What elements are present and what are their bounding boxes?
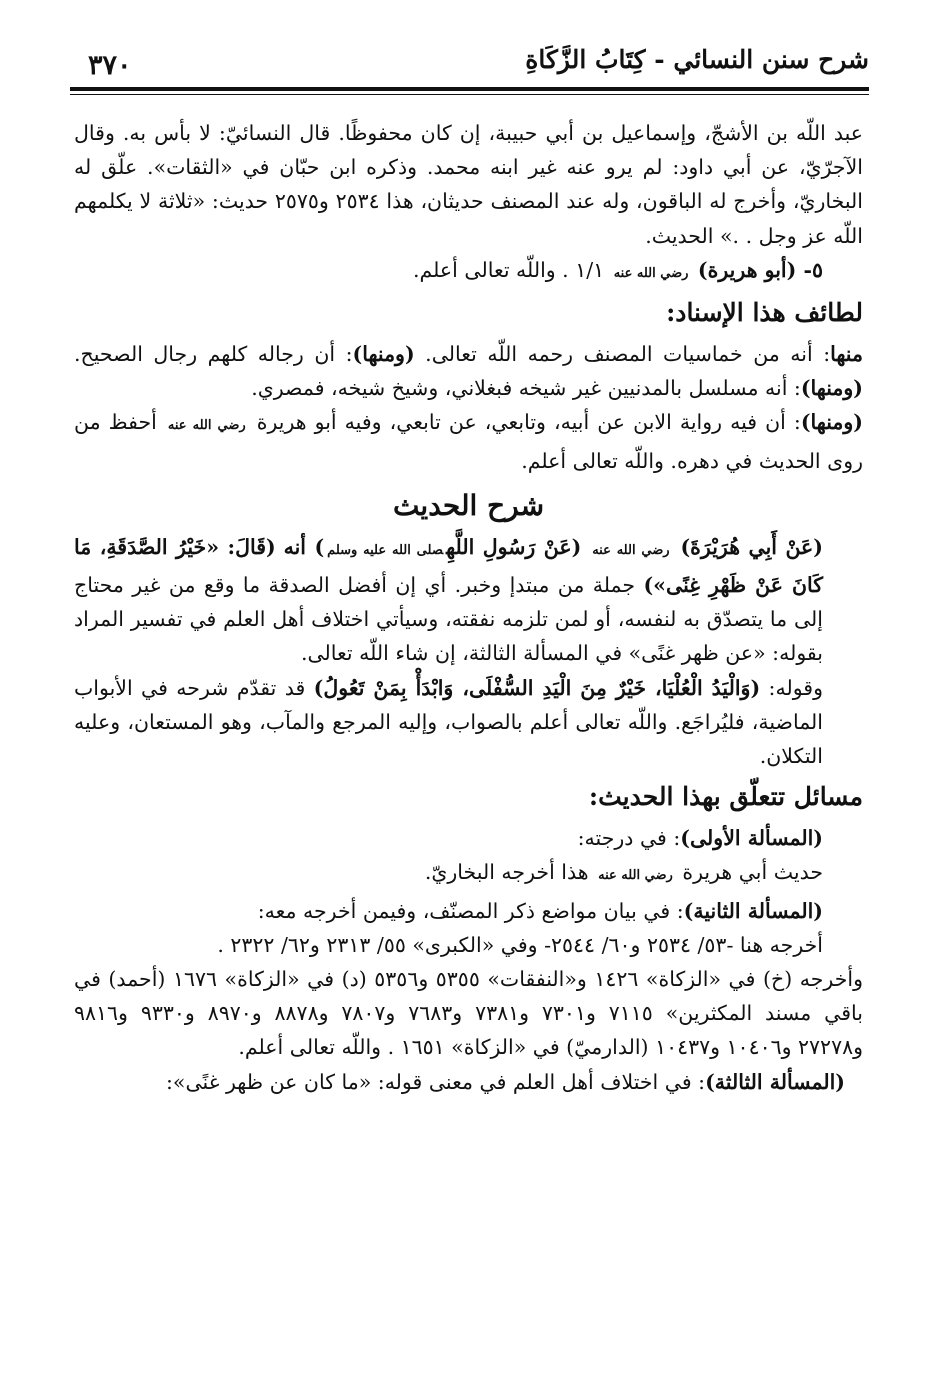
radiy-honorific-icon: رضي الله عنه (592, 542, 670, 558)
narrator-item-5 (74, 253, 863, 291)
lataif-text-1c: : أنه مسلسل بالمدنيين غير شيخه فبغلاني، وشيخ شيخه، فمصري. (251, 376, 801, 401)
header-rule-thick (70, 87, 869, 91)
sharh-explanation-1: جملة من مبتدإ وخبر. أي إن أفضل الصدقة ما وقع من غير محتاج إلى ما يتصدّق به لنفسه، أو لمن تلزمه نفقته، وسيأتي اختلاف أهل العلم في تفسير المراد بقوله: «عن ظهر غنًى» في المسألة الثالثة، إن شاء اللّه تعالى. (74, 573, 823, 666)
masala-3-text: : في اختلاف أهل العلم في معنى قوله: «ما كان عن ظهر غنًى»: (166, 1069, 706, 1094)
masala-2-body-1: أخرجه هنا -٥٣/ ٢٥٣٤ و٦٠/ ٢٥٤٤- وفي «الكبرى» ٥٥/ ٢٣١٣ و٦٢/ ٢٣٢٢ . (217, 932, 823, 957)
salla-honorific-icon: صلى الله عليه وسلم (327, 542, 444, 558)
masala-2-text: : في بيان مواضع ذكر المصنّف، وفيمن أخرجه معه: (257, 898, 684, 923)
masala-3 (74, 1065, 863, 1099)
lataif-paragraph-1 (74, 337, 863, 405)
page-number: ٣٧٠ (88, 50, 132, 81)
lataif-text-1a: : أنه من خماسيات المصنف رحمه اللّه تعالى. (414, 342, 831, 367)
sharh-quote-close: ) أنه (283, 534, 325, 559)
lataif-label-4: (ومنها) (800, 410, 863, 435)
masala-2 (74, 894, 863, 928)
masala-1-body (74, 855, 863, 893)
lataif-text-1b: : أن رجاله كلهم رجال الصحيح. (74, 342, 353, 367)
lataif-paragraph-2 (74, 405, 863, 477)
header-title: شرح سنن النسائي - كِتَابُ الزَّكَاةِ (525, 45, 869, 74)
masala-1-body-b: هذا أخرجه البخاريّ. (424, 860, 589, 885)
radiy-honorific-icon: رضي الله عنه (598, 868, 673, 884)
sharh-quote-rasul: (عَنْ رَسُولِ اللَّهِ (446, 534, 582, 559)
lataif-text-2a: : أن فيه رواية الابن عن أبيه، وتابعي، عن تابعي، وفيه أبو هريرة (256, 410, 801, 435)
sharh-heading: شرح الحديث (392, 488, 545, 522)
narrator-paragraph: عبد اللّه بن الأشجّ، وإسماعيل بن أبي حبيبة، إن كان محفوظًا. قال النسائيّ: لا بأس به. وقال الآجرّيّ، عن أبي داود: لم يرو عنه غير ابنه محمد. وذكره ابن حبّان في «الثقات». علّق له البخاريّ، وأخرج له الباقون، وله عند المصنف حديثان، هذا ٢٥٣٤ و٢٥٧٥ حديث: «ثلاثة لا يكلمهم اللّه عز وجل . .» الحديث. (74, 121, 863, 248)
masala-2-label: (المسألة الثانية) (683, 898, 823, 923)
narrator-item-5-label: ٥- (أبو هريرة) (697, 257, 823, 282)
radiy-honorific-icon: رضي الله عنه (613, 265, 689, 281)
sharh-quote-abu-hurayra: (عَنْ أَبِي هُرَيْرَةَ) (680, 534, 823, 559)
masala-3-label: (المسألة الثالثة) (705, 1069, 845, 1094)
running-header (70, 42, 869, 82)
sharh-waqawluh: وقوله: (768, 675, 823, 700)
lataif-heading: لطائف هذا الإسناد: (666, 298, 863, 328)
masala-1-body-a: حديث أبي هريرة (682, 860, 823, 885)
lataif-label-1: منها (830, 342, 863, 367)
masala-1-text: : في درجته: (577, 826, 681, 851)
lataif-label-2: (ومنها) (352, 342, 415, 367)
sharh-explanation-2: قد تقدّم شرحه في الأبواب الماضية، فليُراجَع. واللّه تعالى أعلم بالصواب، وإليه المرجع والمآب، وهو المستعان، وعليه التكلان. (74, 675, 823, 769)
masail-heading: مسائل تتعلّق بهذا الحديث: (588, 782, 863, 812)
masala-1-label: (المسألة الأولى) (680, 826, 823, 851)
sharh-hadith-yad: (وَالْيَدُ الْعُلْيَا، خَيْرٌ مِنَ الْيَدِ السُّفْلَى، وَابْدَأْ بِمَنْ تَعُولُ) (313, 675, 761, 700)
sharh-paragraph-1 (74, 530, 863, 671)
lataif-text-2b: أحفظ من روى الحديث في دهره. واللّه تعالى أعلم. (74, 410, 863, 473)
masala-2-body-2: وأخرجه (خ) في «الزكاة» ١٤٢٦ و«النفقات» ٥٣٥٥ و٥٣٥٦ (د) في «الزكاة» ١٦٧٦ (أحمد) في باقي مسند المكثرين» ٧١١٥ و٧٣٠١ و٧٣٨١ و٧٦٨٣ و٧٨٠٧ و٨٨٧٨ و٨٩٧٠ و٩٣٣٠ و٩٨١٦ و٢٧٢٧٨ و١٠٤٠٦ و١٠٤٣٧ (الدارميّ) في «الزكاة» ١٦٥١ . واللّه تعالى أعلم. (74, 967, 863, 1060)
masala-1 (74, 821, 863, 855)
sharh-paragraph-2 (74, 671, 863, 774)
header-rule-thin (70, 94, 869, 95)
lataif-label-3: (ومنها) (800, 376, 863, 401)
sharh-hadith-text: (قَالَ: «خَيْرُ الصَّدَقَةِ، مَا كَانَ عَنْ ظَهْرِ غِنًى») (74, 534, 824, 598)
radiy-honorific-icon: رضي الله عنه (167, 418, 246, 434)
page-body (74, 116, 863, 1099)
narrator-item-5-rest: ١/١ . واللّه تعالى أعلم. (412, 257, 605, 282)
